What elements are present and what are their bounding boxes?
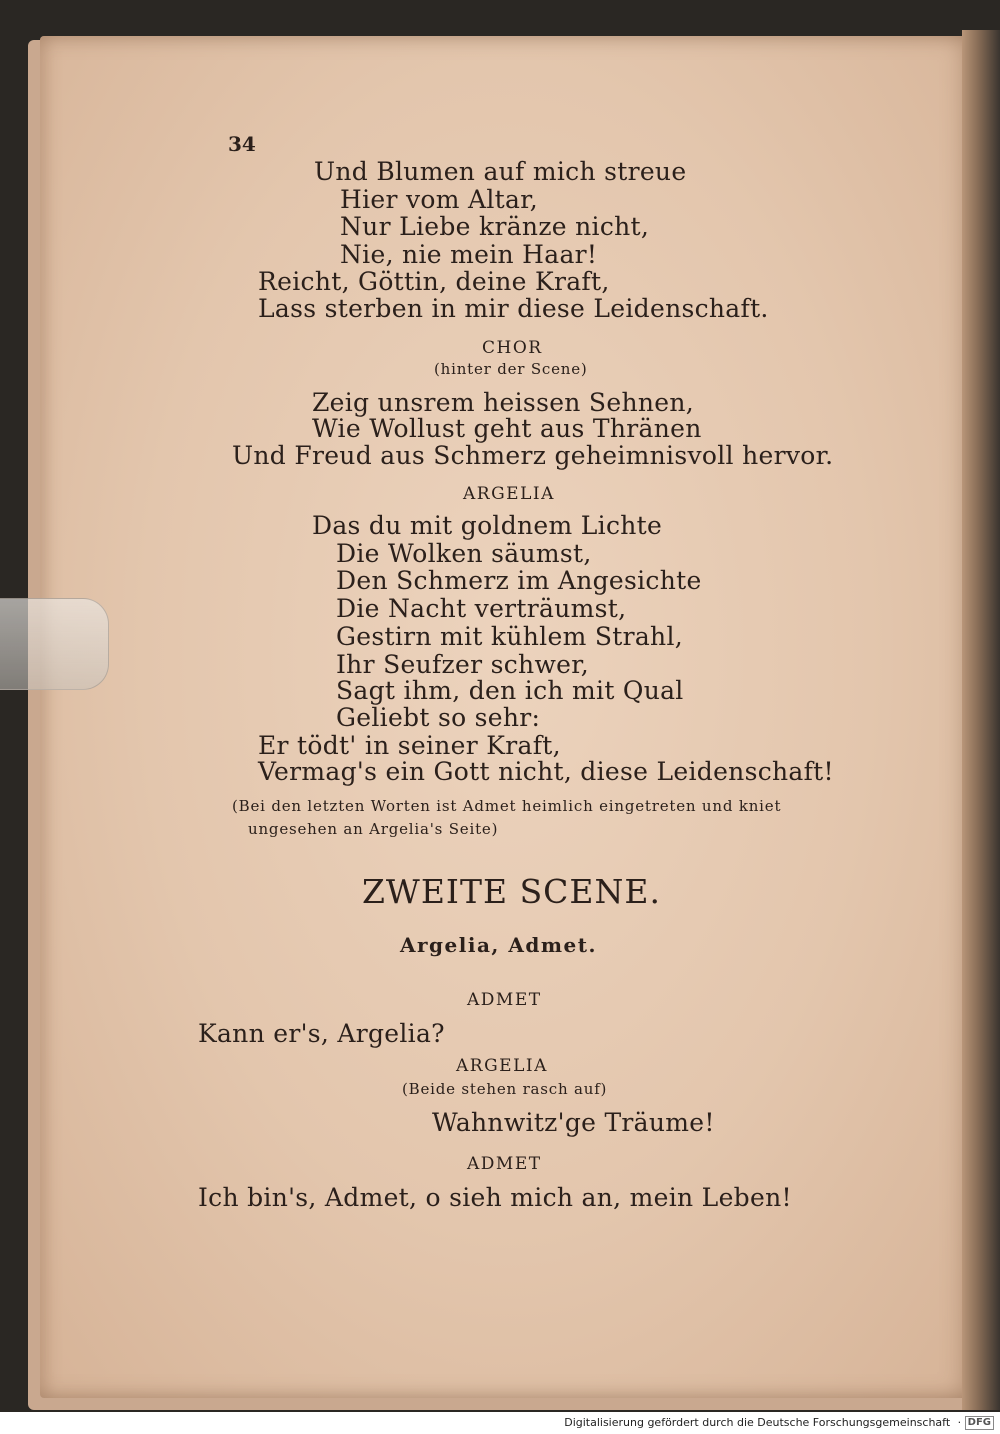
stage-direction: ungesehen an Argelia's Seite) [248, 820, 499, 838]
speaker-name: ARGELIA [456, 1056, 548, 1076]
verse-line: Ich bin's, Admet, o sieh mich an, mein Leben! [198, 1183, 792, 1212]
verse-line: Zeig unsrem heissen Sehnen, [312, 388, 695, 417]
verse-line: Wie Wollust geht aus Thränen [312, 414, 702, 443]
verse-line: Nie, nie mein Haar! [340, 240, 598, 269]
page-holder-clip [0, 598, 109, 690]
verse-line: Und Freud aus Schmerz geheimnisvoll hervor. [232, 441, 834, 470]
verse-line: Er tödt' in seiner Kraft, [258, 731, 561, 760]
verse-line: Nur Liebe kränze nicht, [340, 212, 650, 241]
speaker-name: ARGELIA [463, 484, 555, 504]
stage-direction: (Bei den letzten Worten ist Admet heimlich eingetreten und kniet [232, 797, 782, 815]
verse-line: Gestirn mit kühlem Strahl, [336, 622, 683, 651]
verse-line: Den Schmerz im Angesichte [336, 566, 702, 595]
digitization-footer: Digitalisierung gefördert durch die Deutsche Forschungsgemeinschaft · DFG [0, 1412, 1000, 1434]
dfg-logo-icon: DFG [965, 1416, 994, 1430]
verse-line: Wahnwitz'ge Träume! [432, 1108, 715, 1137]
speaker-name: ADMET [467, 1154, 542, 1174]
speaker-name: CHOR [482, 338, 543, 358]
verse-line: Die Wolken säumst, [336, 539, 592, 568]
verse-line: Und Blumen auf mich streue [314, 157, 687, 186]
stage-direction: (hinter der Scene) [434, 360, 588, 378]
verse-line: Reicht, Göttin, deine Kraft, [258, 267, 610, 296]
speaker-name: ADMET [467, 990, 542, 1010]
verse-line: Vermag's ein Gott nicht, diese Leidenschaft! [258, 757, 834, 786]
verse-line: Sagt ihm, den ich mit Qual [336, 676, 684, 705]
book-gutter [962, 30, 1000, 1410]
verse-line: Die Nacht verträumst, [336, 594, 627, 623]
verse-line: Hier vom Altar, [340, 185, 538, 214]
page-number: 34 [228, 132, 256, 156]
verse-line: Geliebt so sehr: [336, 703, 541, 732]
verse-line: Das du mit goldnem Lichte [312, 511, 663, 540]
scene-cast: Argelia, Admet. [400, 933, 597, 957]
verse-line: Kann er's, Argelia? [198, 1019, 445, 1048]
verse-line: Ihr Seufzer schwer, [336, 650, 589, 679]
scene-title: ZWEITE SCENE. [362, 872, 661, 911]
footer-credit-text: Digitalisierung gefördert durch die Deutsche Forschungsgemeinschaft [564, 1416, 951, 1429]
stage-direction: (Beide stehen rasch auf) [402, 1080, 608, 1098]
verse-line: Lass sterben in mir diese Leidenschaft. [258, 294, 769, 323]
